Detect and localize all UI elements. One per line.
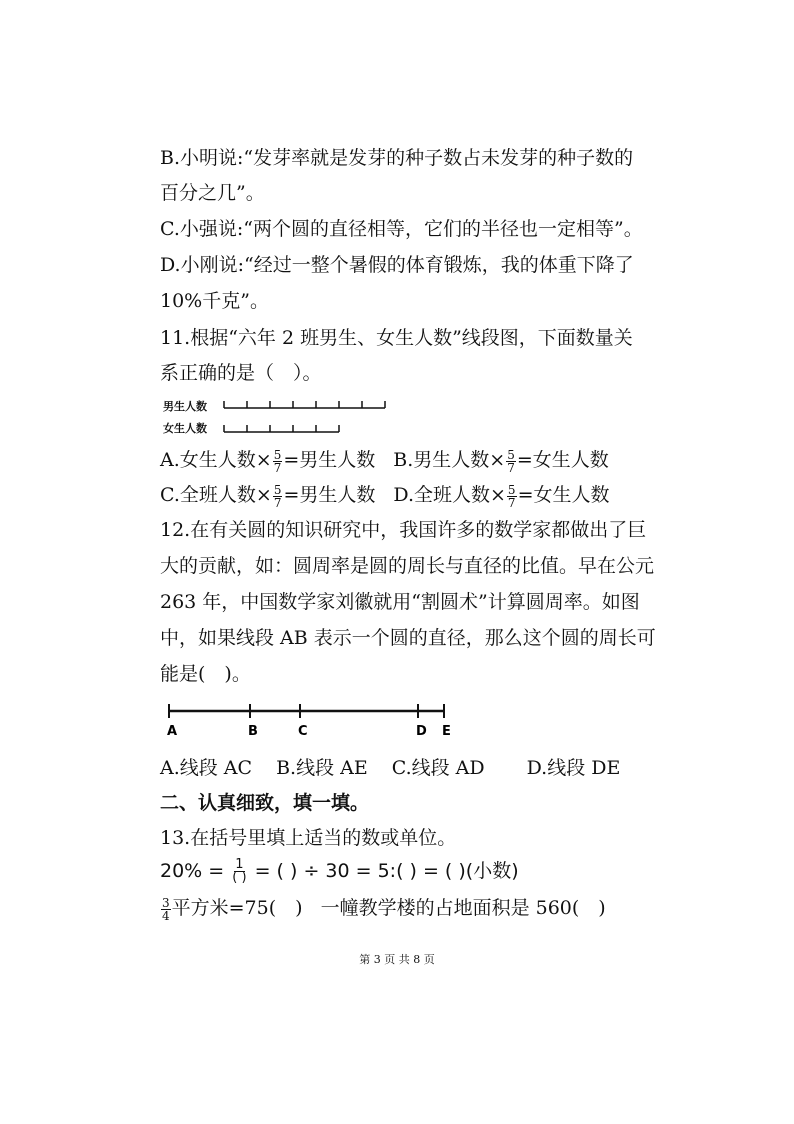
q12-options <box>160 755 620 781</box>
fraction: $\frac{5}{7}$ <box>507 482 516 510</box>
q11-option-b: B.男生人数× $\frac{5}{7}$ =女生人数 <box>393 447 609 475</box>
point-label-e: E <box>442 724 451 739</box>
fraction: $\frac{5}{7}$ <box>273 447 282 475</box>
fraction: $\frac{5}{7}$ <box>507 447 515 475</box>
q11-options-row2 <box>160 482 609 509</box>
male-count-label: 男生人数 <box>163 400 207 413</box>
page-footer: 第 3 页 共 8 页 <box>359 953 435 966</box>
q12-option-d: D.线段 DE <box>526 757 621 779</box>
point-label-c: C <box>298 724 308 739</box>
q10-option-b-line1: B.小明说:“发芽率就是发芽的种子数占未发芽的种子数的 <box>160 147 634 169</box>
q12-stem-line1: 12.在有关圆的知识研究中，我国许多的数学家都做出了巨 <box>160 519 647 541</box>
q13-math-line: 20% = $\frac{1}{( )}$ = ( ) ÷ 30 = 5:( ) = ( )(小数) <box>160 857 519 885</box>
q10-option-b-line2: 百分之几”。 <box>160 182 265 204</box>
q11-options-row1 <box>160 447 609 474</box>
q11-option-d: D.全班人数× $\frac{5}{7}$ =女生人数 <box>393 482 610 510</box>
q11-option-a: A.女生人数× $\frac{5}{7}$ =男生人数 <box>160 447 376 475</box>
q11-segment-diagram <box>220 396 390 438</box>
point-label-b: B <box>248 724 258 739</box>
q10-option-d-line1: D.小刚说:“经过一整个暑假的体育锻炼，我的体重下降了 <box>160 254 634 276</box>
q10-option-c: C.小强说:“两个圆的直径相等，它们的半径也一定相等”。 <box>160 218 643 240</box>
q12-stem-line3: 263 年，中国数学家刘徽就用“割圆术”计算圆周率。如图 <box>160 591 640 613</box>
q11-stem-line1: 11.根据“六年 2 班男生、女生人数”线段图，下面数量关 <box>160 327 633 349</box>
q12-line-diagram <box>160 702 460 740</box>
q12-stem-line2: 大的贡献，如：圆周率是圆的周长与直径的比值。早在公元 <box>160 555 655 577</box>
fraction: $\frac{5}{7}$ <box>273 482 282 510</box>
q13-stem: 13.在括号里填上适当的数或单位。 <box>160 827 457 849</box>
q10-option-d-line2: 10%千克”。 <box>160 290 269 312</box>
q13-line2: $\frac{3}{4}$ 平方米=75( ) 一幢教学楼的占地面积是 560( ) <box>162 895 606 923</box>
point-label-d: D <box>416 724 427 739</box>
q11-option-c: C.全班人数× $\frac{5}{7}$ =男生人数 <box>160 482 376 510</box>
q11-stem-line2: 系正确的是（ ）。 <box>160 362 322 384</box>
female-segment-bar <box>224 425 339 432</box>
point-label-a: A <box>167 724 178 739</box>
q12-option-a: A.线段 AC <box>160 757 253 779</box>
fraction: $\frac{3}{4}$ <box>162 895 170 923</box>
q12-option-b: B.线段 AE <box>276 757 368 779</box>
q12-stem-line4: 中，如果线段 AB 表示一个圆的直径，那么这个圆的周长可 <box>160 627 656 649</box>
q12-stem-line5: 能是( )。 <box>160 663 251 685</box>
q12-option-c: C.线段 AD <box>391 757 485 779</box>
section-heading: 二、认真细致，填一填。 <box>160 792 370 814</box>
female-count-label: 女生人数 <box>163 422 207 435</box>
fraction: $\frac{1}{( )}$ <box>232 857 247 885</box>
male-segment-bar <box>224 401 385 408</box>
